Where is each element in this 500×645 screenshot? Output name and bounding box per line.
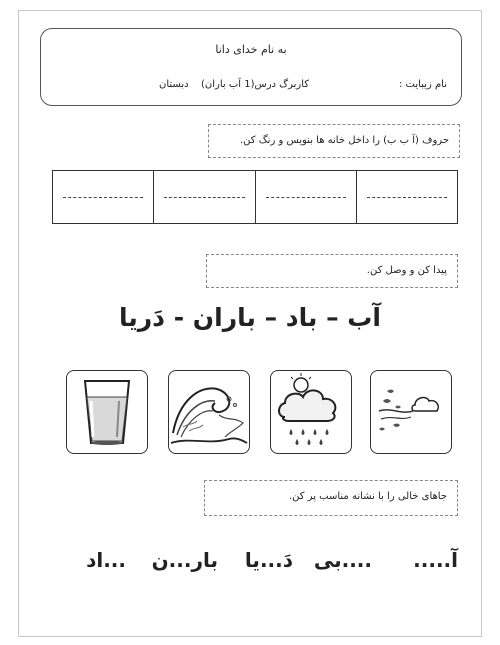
wind-icon <box>371 371 451 453</box>
instruction-find-connect <box>206 254 458 288</box>
glass-of-water-picture[interactable] <box>66 370 148 454</box>
fill-word[interactable]: دَ...یا <box>244 548 293 572</box>
wave-picture[interactable] <box>168 370 250 454</box>
fill-word[interactable]: بار...ن <box>151 548 218 572</box>
fill-in-words <box>0 548 500 588</box>
letter-box[interactable] <box>255 171 356 223</box>
instruction-text: جاهای خالی را با نشانه مناسب پر کن. <box>288 491 447 502</box>
wind-picture[interactable] <box>370 370 452 454</box>
instruction-fill-blanks <box>204 480 458 516</box>
letter-box[interactable] <box>356 171 457 223</box>
name-label: نام زیبایت : <box>398 79 447 90</box>
fill-word[interactable]: ....بی <box>313 548 372 572</box>
wave-icon <box>169 371 249 453</box>
letter-box[interactable] <box>53 171 153 223</box>
fill-word[interactable]: آ..... <box>413 548 458 572</box>
basmala-title: به نام خدای دانا <box>215 43 287 56</box>
instruction-text: حروف (آ ب ب) را داخل خانه ها بنویس و رنگ کن. <box>240 135 449 146</box>
rain-cloud-icon <box>271 371 351 453</box>
instruction-write-letters <box>208 124 460 158</box>
word-list: آب – باد – باران - دَریا <box>119 303 381 332</box>
school-label: دبستان <box>159 79 189 90</box>
worksheet-header <box>40 28 462 106</box>
lesson-title: کاربرگ درس(1 آب باران) <box>201 79 310 90</box>
glass-of-water-icon <box>67 371 147 453</box>
letter-box[interactable] <box>153 171 254 223</box>
instruction-text: پیدا کن و وصل کن. <box>366 265 447 276</box>
rain-cloud-picture[interactable] <box>270 370 352 454</box>
letter-boxes <box>52 170 458 224</box>
fill-word[interactable]: ...اد <box>86 548 126 572</box>
